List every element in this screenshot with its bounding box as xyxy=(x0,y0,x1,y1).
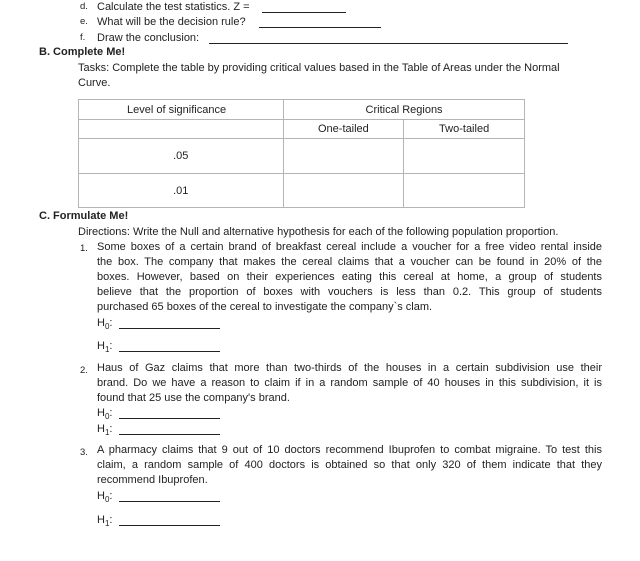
item-3-text xyxy=(97,443,602,488)
table-row-level: .01 xyxy=(79,174,284,208)
header-blank-cell xyxy=(79,120,284,139)
item-2-h1-blank[interactable] xyxy=(119,424,220,435)
item-3-h0-label: $H_0$: xyxy=(97,490,113,505)
item-3-h1-blank[interactable] xyxy=(119,515,220,526)
section-c-heading: C. Formulate Me! xyxy=(39,210,129,222)
conclusion-blank[interactable] xyxy=(209,33,568,44)
item-1-h0-blank[interactable] xyxy=(119,318,220,329)
item-2-line: found that 25 use the company's brand. xyxy=(97,392,290,405)
item-2-line: Haus of Gaz claims that more than two-thirds of the houses in a certain subdivision use their xyxy=(97,362,602,374)
item-1-h1-label: $H_1$: xyxy=(97,340,113,355)
item-d-marker: d. xyxy=(80,1,88,12)
header-critical-regions: Critical Regions xyxy=(283,100,524,120)
item-2-marker: 2. xyxy=(80,365,88,376)
item-1-text xyxy=(97,240,602,315)
item-2-h0-blank[interactable] xyxy=(119,408,220,419)
item-d-text: Calculate the test statistics. Z = xyxy=(97,1,250,13)
table-cell-two-tailed[interactable] xyxy=(404,174,525,208)
section-b-tasks-line1: Tasks: Complete the table by providing critical values based in the Table of Areas under the Normal xyxy=(78,62,560,74)
item-1-line: the box. The company that makes the cereal claims that a voucher can be found in 20% of the xyxy=(97,256,602,269)
section-b-tasks-line2: Curve. xyxy=(78,77,111,89)
item-1-h1-blank[interactable] xyxy=(119,341,220,352)
item-1-line: boxes. However, based on their experiences eating this cereal at home, a group of students xyxy=(97,271,602,284)
item-2-h0-label: $H_0$: xyxy=(97,407,113,422)
item-3-h0-blank[interactable] xyxy=(119,491,220,502)
table-row-level: .05 xyxy=(79,139,284,174)
critical-values-table xyxy=(78,99,525,208)
item-3-line: claim, a random sample of 400 doctors is obtained so that only 320 of them indicate that they xyxy=(97,459,602,472)
item-3-line: A pharmacy claims that 9 out of 10 doctors recommend Ibuprofen to combat migraine. To test this xyxy=(97,444,602,456)
item-3-h1-label: $H_1$: xyxy=(97,514,113,529)
item-f-text: Draw the conclusion: xyxy=(97,32,200,44)
table-cell-two-tailed[interactable] xyxy=(404,139,525,174)
item-f-marker: f. xyxy=(80,32,86,43)
item-1-h0-label: $H_0$: xyxy=(97,317,113,332)
test-statistic-blank[interactable] xyxy=(262,2,346,13)
item-1-line: purchased 65 boxes of the cereal to investigate the company`s clam. xyxy=(97,301,433,314)
item-3-marker: 3. xyxy=(80,447,88,458)
header-one-tailed: One-tailed xyxy=(283,120,404,139)
section-b-heading: B. Complete Me! xyxy=(39,46,126,58)
item-2-h1-label: $H_1$: xyxy=(97,423,113,438)
item-2-line: brand. Do we have a reason to claim if in a random sample of 40 houses in this subdivision, it is xyxy=(97,377,602,390)
section-c-directions: Directions: Write the Null and alternative hypothesis for each of the following population proportion. xyxy=(78,226,559,238)
table-cell-one-tailed[interactable] xyxy=(283,139,404,174)
item-2-text xyxy=(97,361,602,406)
item-3-line: recommend Ibuprofen. xyxy=(97,474,208,487)
item-e-marker: e. xyxy=(80,16,88,27)
table-cell-one-tailed[interactable] xyxy=(283,174,404,208)
decision-rule-blank[interactable] xyxy=(259,17,381,28)
item-e-text: What will be the decision rule? xyxy=(97,16,246,28)
header-level-of-significance: Level of significance xyxy=(79,100,284,120)
item-1-line: Some boxes of a certain brand of breakfast cereal include a voucher for a free video rental inside xyxy=(97,241,602,253)
item-1-marker: 1. xyxy=(80,243,88,254)
header-two-tailed: Two-tailed xyxy=(404,120,525,139)
item-1-line: believe that the proportion of boxes with vouchers is less than 0.2. This group of students xyxy=(97,286,602,299)
